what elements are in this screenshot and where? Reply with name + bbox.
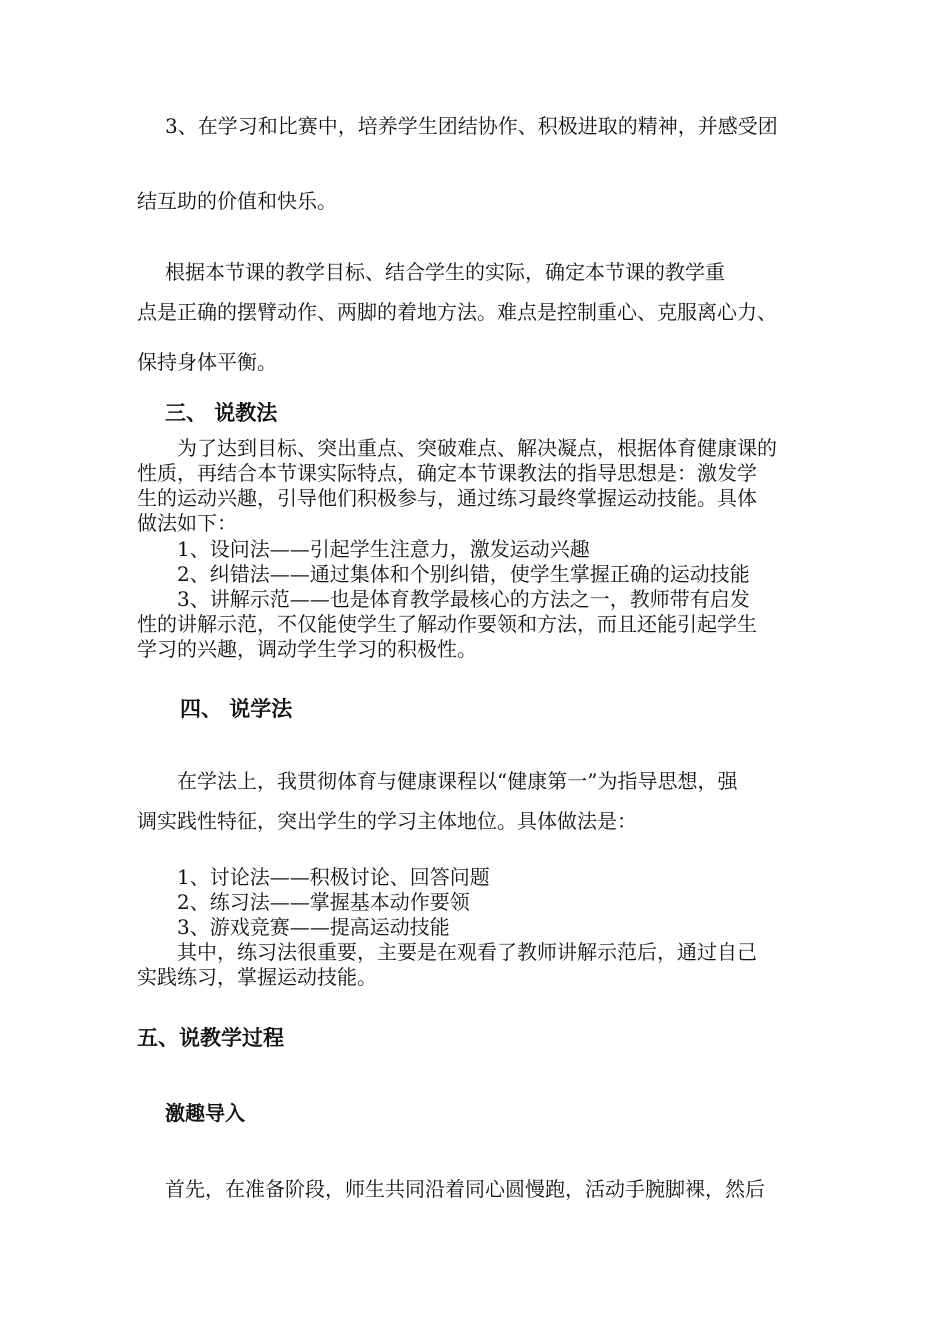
section-4-method-2: 2、练习法——掌握基本动作要领	[177, 890, 470, 914]
section-3-method-1: 1、设问法——引起学生注意力，激发运动兴趣	[177, 537, 590, 561]
section-3-method-2: 2、纠错法——通过集体和个别纠错，使学生掌握正确的运动技能	[177, 562, 750, 586]
section-4-note-line-1: 其中，练习法很重要，主要是在观看了教师讲解示范后，通过自己	[177, 940, 757, 964]
section-3-method-3-line-2: 性的讲解示范，不仅能使学生了解动作要领和方法，而且还能引起学生	[137, 612, 757, 636]
section-3-heading: 三、 说教法	[165, 401, 278, 425]
keypoints-line-1: 根据本节课的教学目标、结合学生的实际，确定本节课的教学重	[165, 260, 725, 284]
section-3-method-3-line-3: 学习的兴趣，调动学生学习的积极性。	[137, 637, 477, 661]
section-5-paragraph-line-1: 首先，在准备阶段，师生共同沿着同心圆慢跑，活动手腕脚裸，然后	[165, 1177, 765, 1201]
section-4-intro-line-1: 在学法上，我贯彻体育与健康课程以“健康第一”为指导思想，强	[177, 769, 738, 793]
section-5-subheading: 激趣导入	[165, 1101, 245, 1125]
section-4-note-line-2: 实践练习，掌握运动技能。	[137, 965, 377, 989]
section-3-intro-line-4: 做法如下：	[137, 511, 237, 535]
section-3-method-3-line-1: 3、讲解示范——也是体育教学最核心的方法之一，教师带有启发	[177, 587, 750, 611]
section-3-intro-line-1: 为了达到目标、突出重点、突破难点、解决凝点，根据体育健康课的	[177, 436, 777, 460]
section-4-method-3: 3、游戏竞赛——提高运动技能	[177, 915, 450, 939]
section-3-intro-line-3: 生的运动兴趣，引导他们积极参与，通过练习最终掌握运动技能。具体	[137, 486, 757, 510]
section-4-method-1: 1、讨论法——积极讨论、回答问题	[177, 865, 490, 889]
section-5-heading: 五、说教学过程	[137, 1026, 284, 1050]
goal-3-line-1: 3、在学习和比赛中，培养学生团结协作、积极进取的精神，并感受团	[165, 114, 778, 138]
goal-3-line-2: 结互助的价值和快乐。	[137, 189, 337, 213]
keypoints-line-3: 保持身体平衡。	[137, 350, 277, 374]
section-4-intro-line-2: 调实践性特征，突出学生的学习主体地位。具体做法是：	[137, 809, 637, 833]
section-4-heading: 四、 说学法	[180, 697, 293, 721]
keypoints-line-2: 点是正确的摆臂动作、两脚的着地方法。难点是控制重心、克服离心力、	[137, 300, 777, 324]
section-3-intro-line-2: 性质，再结合本节课实际特点，确定本节课教法的指导思想是：激发学	[137, 461, 757, 485]
